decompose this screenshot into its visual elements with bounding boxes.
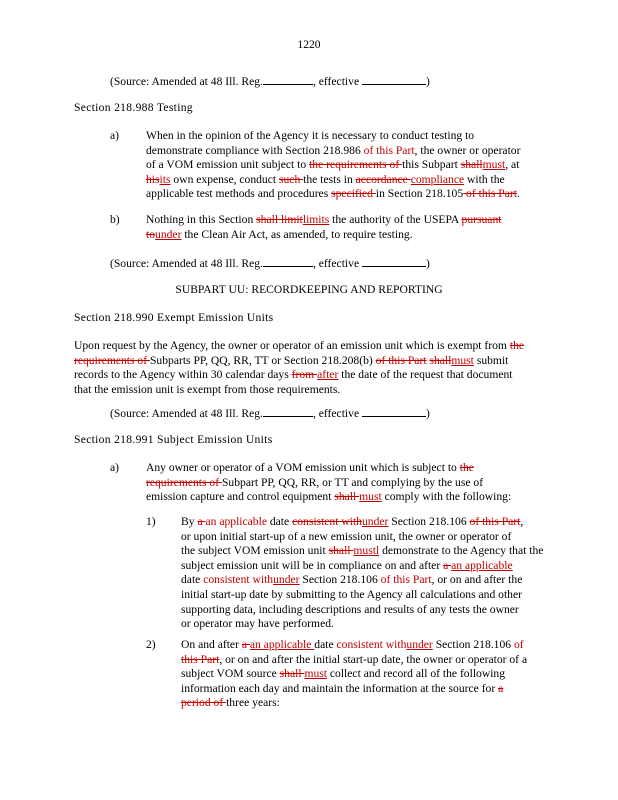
deleted-text: pursuant [461, 213, 502, 226]
text-run: subject emission unit will be in compliance on and after [181, 558, 444, 572]
text-line [146, 476, 566, 491]
blank-fill-line [362, 256, 426, 267]
inserted-text: after [317, 368, 339, 382]
text-line [181, 588, 571, 603]
deleted-text: such [279, 172, 304, 186]
paragraph-991a2 [181, 638, 571, 711]
added-text: of [513, 638, 524, 651]
deleted-text: shall [429, 353, 452, 367]
paragraph-990 [74, 339, 564, 397]
deleted-text: shall [279, 667, 305, 681]
text-run: comply with the following: [381, 490, 512, 504]
item-label: a) [110, 129, 120, 142]
text-run: ) [425, 75, 430, 88]
text-line [146, 213, 566, 228]
text-run: (Source: Amended at 48 Ill. Reg. [110, 75, 263, 88]
inserted-text: an applicable [451, 558, 513, 572]
text-line [146, 490, 566, 505]
text-line [181, 653, 571, 668]
text-line [74, 368, 564, 383]
text-run: emission capture and control equipment [146, 490, 335, 504]
text-run: information each day and maintain the information at the source for [181, 681, 499, 695]
text-run: the Clean Air Act, as amended, to require testing. [181, 227, 413, 241]
inserted-text: must [482, 158, 506, 172]
inserted-text: limits [302, 213, 330, 226]
text-run: Section 218.106 [388, 515, 470, 528]
text-line [181, 515, 571, 530]
text-line [181, 638, 571, 653]
section-heading: Section 218.988 Testing [74, 101, 193, 114]
deleted-text: to [146, 227, 156, 241]
text-line [110, 406, 430, 422]
text-run: , the owner or operator [414, 143, 521, 157]
item-label: 1) [146, 515, 156, 528]
text-run: submit [473, 353, 509, 367]
deleted-text: this Part [181, 652, 220, 666]
text-line [146, 144, 566, 159]
text-run: (Source: Amended at 48 Ill. Reg. [110, 257, 263, 270]
deleted-text: of this Part [375, 353, 427, 367]
text-line [146, 173, 566, 188]
deleted-text: of this Part [463, 187, 517, 201]
text-line [181, 696, 571, 711]
inserted-text: its [159, 172, 171, 186]
inserted-text: an applicable [249, 638, 315, 651]
text-run: date [314, 638, 337, 651]
text-run: that the emission unit is exempt from those requirements. [74, 382, 341, 396]
text-line [146, 461, 566, 476]
subpart-title: SUBPART UU: RECORDKEEPING AND REPORTING [175, 283, 443, 296]
text-run: By [181, 515, 198, 528]
deleted-text: accordance [355, 172, 411, 186]
text-run: demonstrate compliance with Section 218.986 [146, 143, 364, 157]
text-run: supporting data, including descriptions and results of any tests the owner [181, 602, 519, 616]
text-run: Nothing in this Section [146, 213, 257, 226]
deleted-text: of this Part [469, 515, 521, 528]
deleted-text: period of [181, 696, 227, 710]
text-line [181, 603, 571, 618]
text-line [181, 682, 571, 697]
inserted-text: must [304, 667, 327, 681]
text-run: with the [464, 172, 505, 186]
deleted-text: requirements of [74, 353, 150, 367]
inserted-text: under [361, 515, 389, 528]
text-run: date [181, 573, 204, 587]
text-run: date [266, 515, 293, 528]
deleted-text: shall [328, 544, 354, 558]
text-run: , at [505, 158, 520, 172]
text-run: Section 218.106 [432, 638, 514, 651]
text-run: the authority of the USEPA [329, 213, 462, 226]
deleted-text: specified [331, 187, 376, 201]
text-run: records to the Agency within 30 calendar days [74, 368, 292, 382]
text-run: , effective [312, 257, 362, 270]
text-line [181, 667, 571, 682]
text-line [146, 158, 566, 173]
text-line [74, 383, 564, 398]
blank-fill-line [362, 406, 426, 417]
item-label: a) [110, 461, 120, 474]
inserted-text: under [273, 573, 300, 587]
inserted-text: mustl [353, 544, 380, 558]
text-line [146, 129, 566, 144]
inserted-text: must [451, 353, 474, 367]
text-run: or upon initial start-up of a new emission unit, the owner or operator of [181, 529, 512, 543]
text-run: , effective [312, 75, 362, 88]
deleted-text: his [146, 172, 160, 186]
text-line [181, 559, 571, 574]
paragraph-988a [146, 129, 566, 202]
paragraph-988b [146, 213, 566, 242]
deleted-text: the requirements of [309, 158, 403, 172]
inserted-text: under [406, 638, 433, 651]
text-run: When in the opinion of the Agency it is necessary to conduct testing to [146, 129, 475, 142]
deleted-text: a [443, 558, 452, 572]
deleted-text: consistent with [292, 515, 362, 528]
paragraph-991a [146, 461, 566, 505]
inserted-text: under [155, 227, 182, 241]
text-run: Section 218.106 [299, 573, 381, 587]
text-run: Any owner or operator of a VOM emission unit which is subject to [146, 461, 460, 474]
text-line [146, 228, 566, 243]
added-text: of this Part [363, 143, 415, 157]
text-run: On and after [181, 638, 242, 651]
text-run: own expense, conduct [170, 172, 279, 186]
text-run: , effective [312, 407, 362, 420]
deleted-text: shall [460, 158, 483, 172]
text-line [181, 544, 571, 559]
text-line [110, 74, 430, 90]
text-line [74, 339, 564, 354]
text-run: three years: [226, 696, 280, 710]
deleted-text: the [459, 461, 474, 474]
text-run: in Section 218.105 [375, 187, 464, 201]
deleted-text: a [197, 515, 206, 528]
text-run: , or on and after the initial start-up date, the owner or operator of a [219, 652, 528, 666]
text-line [181, 617, 571, 632]
text-run: collect and record all of the following [327, 667, 506, 681]
blank-fill-line [263, 74, 313, 85]
deleted-text: the [509, 339, 525, 352]
text-run: or operator may have performed. [181, 617, 334, 631]
text-run: ) [425, 257, 430, 270]
inserted-text: compliance [410, 172, 465, 186]
text-run: of a VOM emission unit subject to [146, 158, 310, 172]
added-text: consistent with [203, 573, 274, 587]
added-text: consistent with [336, 638, 407, 651]
text-run: applicable test methods and procedures [146, 187, 332, 201]
text-run: . [516, 187, 520, 201]
text-line [110, 256, 430, 272]
paragraph-991a1 [181, 515, 571, 632]
text-run: ) [425, 407, 430, 420]
text-line [181, 530, 571, 545]
blank-fill-line [263, 406, 313, 417]
text-run: Subpart PP, QQ, RR, or TT and complying by the use of [221, 475, 484, 489]
added-text: an applicable [205, 515, 267, 528]
deleted-text: shall [334, 490, 360, 504]
text-run: Upon request by the Agency, the owner or operator of an emission unit which is exempt from [74, 339, 510, 352]
added-text: of this Part [380, 573, 432, 587]
deleted-text: a [241, 638, 250, 651]
text-run: the subject VOM emission unit [181, 544, 329, 558]
section-heading: Section 218.990 Exempt Emission Units [74, 311, 274, 324]
deleted-text: shall limit [256, 213, 303, 226]
text-run: Subparts PP, QQ, RR, TT or Section 218.208(b) [149, 353, 376, 367]
text-run: demonstrate to the Agency that the [379, 544, 544, 558]
blank-fill-line [263, 256, 313, 267]
inserted-text: must [359, 490, 382, 504]
section-heading: Section 218.991 Subject Emission Units [74, 433, 273, 446]
text-line [146, 187, 566, 202]
deleted-text: from [291, 368, 318, 382]
text-line [181, 573, 571, 588]
text-run: (Source: Amended at 48 Ill. Reg. [110, 407, 263, 420]
item-label: 2) [146, 638, 156, 651]
deleted-text: a [498, 681, 504, 695]
text-line [74, 354, 564, 369]
text-run: , or on and after the [431, 573, 523, 587]
item-label: b) [110, 213, 120, 226]
text-run: initial start-up date by submitting to the Agency all calculations and other [181, 587, 522, 601]
deleted-text: requirements of [146, 475, 222, 489]
text-run: the tests in [303, 172, 356, 186]
text-run: this Subpart [402, 158, 461, 172]
blank-fill-line [362, 74, 426, 85]
page-number: 1220 [297, 38, 321, 51]
text-run: , [520, 515, 524, 528]
text-run: subject VOM source [181, 667, 280, 681]
text-run: the date of the request that document [338, 368, 513, 382]
